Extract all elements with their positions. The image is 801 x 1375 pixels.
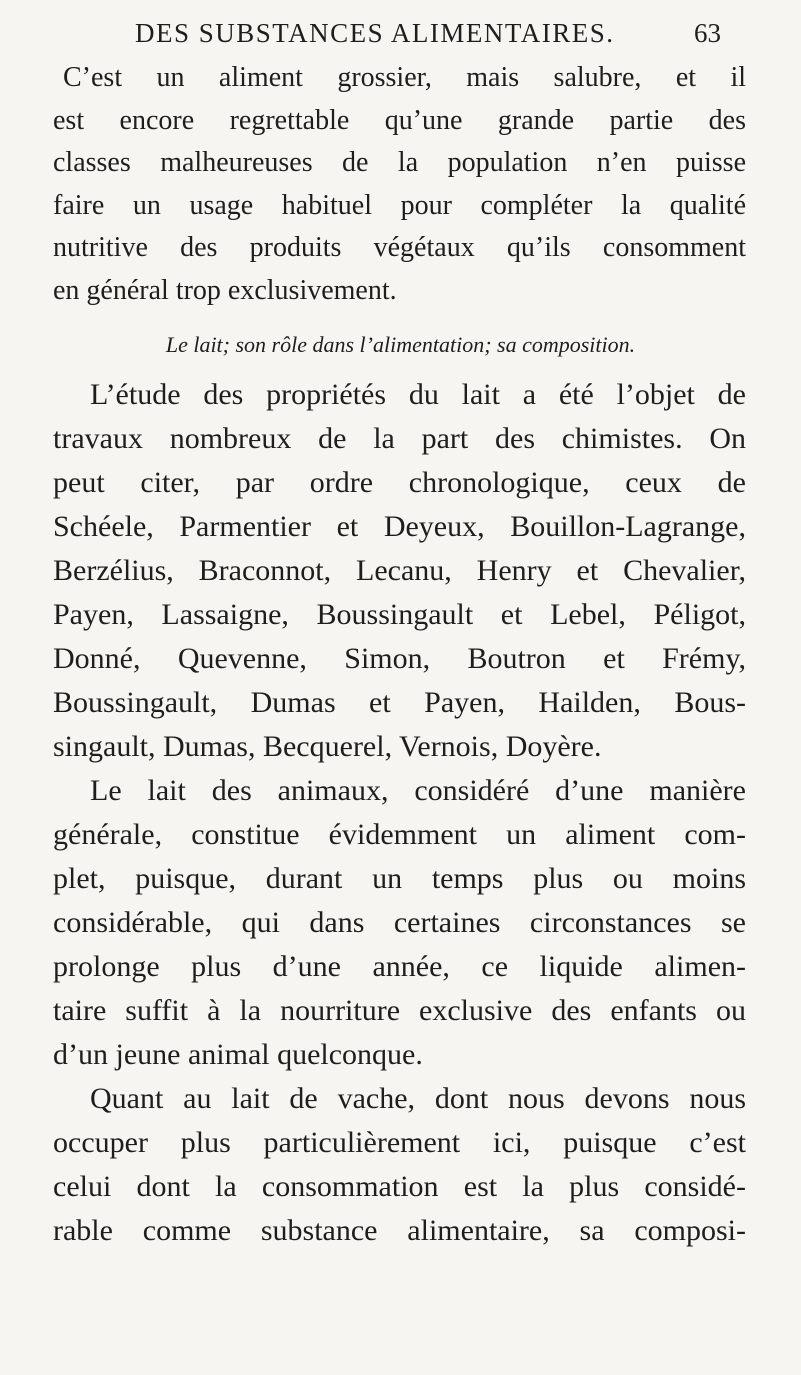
section-heading: Le lait; son rôle dans l’alimentation; sa composition. [165,332,636,357]
text-line: est encore regrettable qu’une grande partie des [53,104,746,136]
text-line: considérable, qui dans certaines circonstances se [53,906,746,939]
text-line: occuper plus particulièrement ici, puisque c’est [53,1126,746,1159]
text-line: C’est un aliment grossier, mais salubre, et il [63,62,746,93]
text-line: Le lait des animaux, considéré d’une manière [90,774,746,807]
running-head [0,18,801,58]
text-line: Boussingault, Dumas et Payen, Hailden, Bous- [53,686,746,719]
text-line: Schéele, Parmentier et Deyeux, Bouillon-Lagrange, [53,510,746,543]
text-line: Berzélius, Braconnot, Lecanu, Henry et Chevalier, [53,554,746,587]
paragraph-3 [53,769,746,1077]
text-line: plet, puisque, durant un temps plus ou moins [53,862,746,895]
running-title: DES SUBSTANCES ALIMENTAIRES. [135,18,615,48]
page-number: 63 [694,18,721,48]
text-line: Payen, Lassaigne, Boussingault et Lebel, Péligot, [53,598,746,631]
text-line: faire un usage habituel pour compléter la qualité [53,189,746,221]
text-line: nutritive des produits végétaux qu’ils consomment [53,232,746,263]
text-line: classes malheureuses de la population n’en puisse [53,147,746,178]
text-line: d’un jeune animal quelconque. [53,1038,423,1071]
paragraph-2 [53,373,746,769]
text-line: celui dont la consommation est la plus considé- [53,1170,746,1203]
text-line: taire suffit à la nourriture exclusive des enfants ou [53,994,746,1027]
text-line: générale, constitue évidemment un aliment com- [53,818,746,851]
paragraph-4 [53,1077,746,1253]
text-line: Quant au lait de vache, dont nous devons nous [90,1082,746,1115]
text-line: prolonge plus d’une année, ce liquide alimen- [53,950,746,983]
text-line: rable comme substance alimentaire, sa composi- [53,1214,746,1247]
text-line: L’étude des propriétés du lait a été l’objet de [90,378,746,411]
text-line: singault, Dumas, Becquerel, Vernois, Doyère. [53,730,602,763]
text-line: en général trop exclusivement. [53,274,397,306]
text-line: Donné, Quevenne, Simon, Boutron et Frémy, [53,642,746,675]
paragraph-1 [53,57,746,312]
text-line: travaux nombreux de la part des chimistes. On [53,422,746,455]
text-line: peut citer, par ordre chronologique, ceux de [53,466,746,499]
